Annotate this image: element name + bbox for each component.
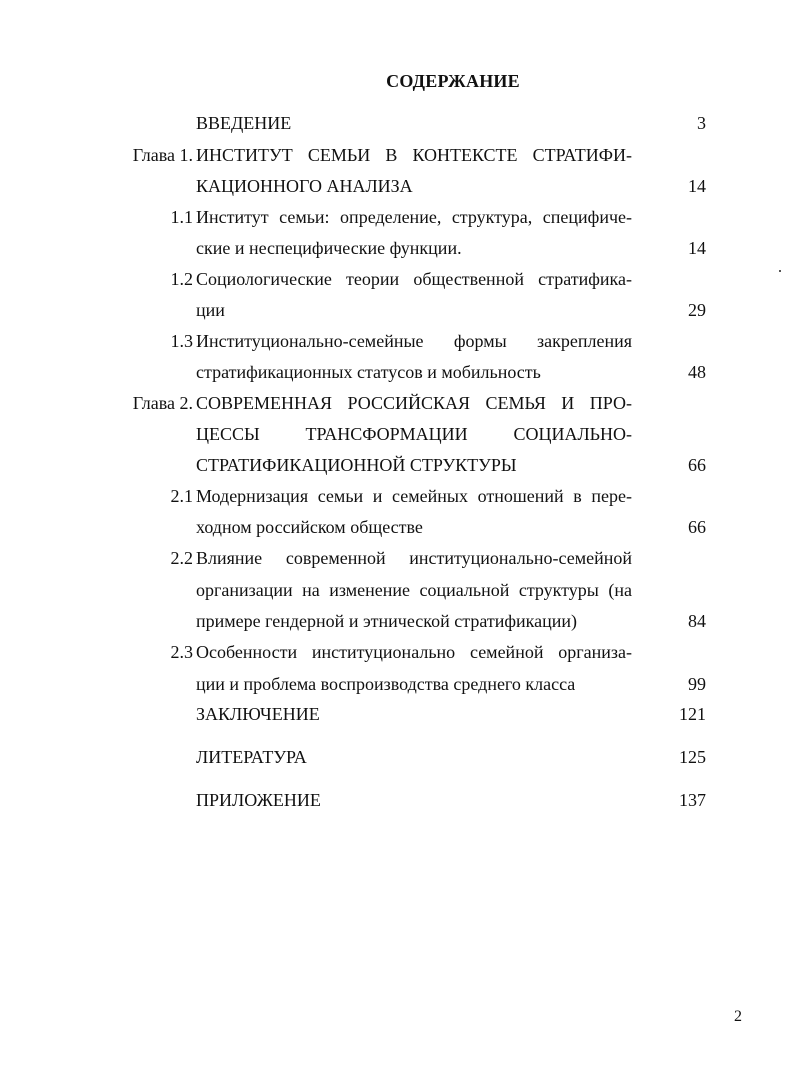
- toc-line: [0, 202, 798, 232]
- toc-entry-text[interactable]: ции: [196, 300, 225, 320]
- toc-entry-text[interactable]: ЛИТЕРАТУРА: [196, 747, 307, 767]
- toc-entry-text[interactable]: ВВЕДЕНИЕ: [196, 113, 292, 133]
- toc-entry-text[interactable]: ЗАКЛЮЧЕНИЕ: [196, 704, 320, 724]
- toc-entry-page: 66: [688, 517, 706, 537]
- toc-entry-text[interactable]: ЦЕССЫ ТРАНСФОРМАЦИИ СОЦИАЛЬНО-: [196, 424, 632, 444]
- toc-entry-page: 48: [688, 362, 706, 382]
- toc-entry-page: 84: [688, 611, 706, 631]
- toc-line: [0, 481, 798, 511]
- toc-entry-page: 125: [679, 747, 706, 767]
- toc-line: [0, 140, 798, 170]
- toc-entry-page: 14: [688, 176, 706, 196]
- toc-line: [0, 326, 798, 356]
- toc-entry-text[interactable]: КАЦИОННОГО АНАЛИЗА: [196, 176, 413, 196]
- toc-line: [0, 108, 798, 138]
- toc-entry-page: 66: [688, 455, 706, 475]
- toc-entry-text[interactable]: организации на изменение социальной структуры (на: [196, 580, 632, 600]
- toc-line: [0, 419, 798, 449]
- toc-line: [0, 575, 798, 605]
- toc-line: [0, 264, 798, 294]
- toc-line: [0, 785, 798, 815]
- toc-entry-text[interactable]: Особенности институционально семейной организа-: [196, 642, 632, 662]
- toc-entry-page: 29: [688, 300, 706, 320]
- toc-entry-page: 137: [679, 790, 706, 810]
- toc-line: [0, 606, 798, 636]
- toc-entry-text[interactable]: ходном российском обществе: [196, 517, 423, 537]
- toc-entry-label: 2.1: [170, 486, 193, 506]
- toc-entry-text[interactable]: примере гендерной и этнической стратификации): [196, 611, 577, 631]
- toc-entry-text[interactable]: ции и проблема воспроизводства среднего класса: [196, 674, 576, 694]
- toc-entry-page: 14: [688, 238, 706, 258]
- toc-line: [0, 543, 798, 573]
- toc-entry-label: 2.2: [170, 548, 193, 568]
- toc-entry-text[interactable]: Институционально-семейные формы закрепления: [196, 331, 632, 351]
- toc-line: [0, 295, 798, 325]
- toc-line: [0, 637, 798, 667]
- toc-entry-text[interactable]: ИНСТИТУТ СЕМЬИ В КОНТЕКСТЕ СТРАТИФИ-: [196, 145, 632, 165]
- toc-entry-text[interactable]: Социологические теории общественной стратифика-: [196, 269, 632, 289]
- toc-entry-label: Глава 2.: [132, 393, 193, 413]
- document-title: СОДЕРЖАНИЕ: [386, 71, 520, 91]
- toc-line: [0, 388, 798, 418]
- toc-entry-page: 99: [688, 674, 706, 694]
- toc-entry-page: 121: [679, 704, 706, 724]
- scan-speck: [779, 270, 781, 272]
- toc-entry-text[interactable]: СТРАТИФИКАЦИОННОЙ СТРУКТУРЫ: [196, 455, 517, 475]
- toc-entry-text[interactable]: Институт семьи: определение, структура, специфиче-: [196, 207, 632, 227]
- toc-line: [0, 450, 798, 480]
- toc-line: [0, 357, 798, 387]
- toc-entry-label: 1.3: [170, 331, 193, 351]
- toc-entry-label: Глава 1.: [132, 145, 193, 165]
- toc-entry-text[interactable]: стратификационных статусов и мобильность: [196, 362, 541, 382]
- toc-line: [0, 233, 798, 263]
- toc-line: [0, 669, 798, 699]
- page-number: 2: [734, 1008, 742, 1025]
- toc-entry-text[interactable]: СОВРЕМЕННАЯ РОССИЙСКАЯ СЕМЬЯ И ПРО-: [196, 393, 632, 413]
- toc-entry-label: 2.3: [170, 642, 193, 662]
- toc-entry-text[interactable]: Модернизация семьи и семейных отношений в пере-: [196, 486, 632, 506]
- toc-entry-text[interactable]: Влияние современной институционально-семейной: [196, 548, 632, 568]
- toc-entry-text[interactable]: ПРИЛОЖЕНИЕ: [196, 790, 321, 810]
- toc-entry-page: 3: [697, 113, 706, 133]
- toc-line: [0, 742, 798, 772]
- toc-entry-label: 1.2: [170, 269, 193, 289]
- toc-line: [0, 512, 798, 542]
- toc-line: [0, 171, 798, 201]
- toc-entry-label: 1.1: [170, 207, 193, 227]
- toc-entry-text[interactable]: ские и неспецифические функции.: [196, 238, 462, 258]
- toc-line: [0, 699, 798, 729]
